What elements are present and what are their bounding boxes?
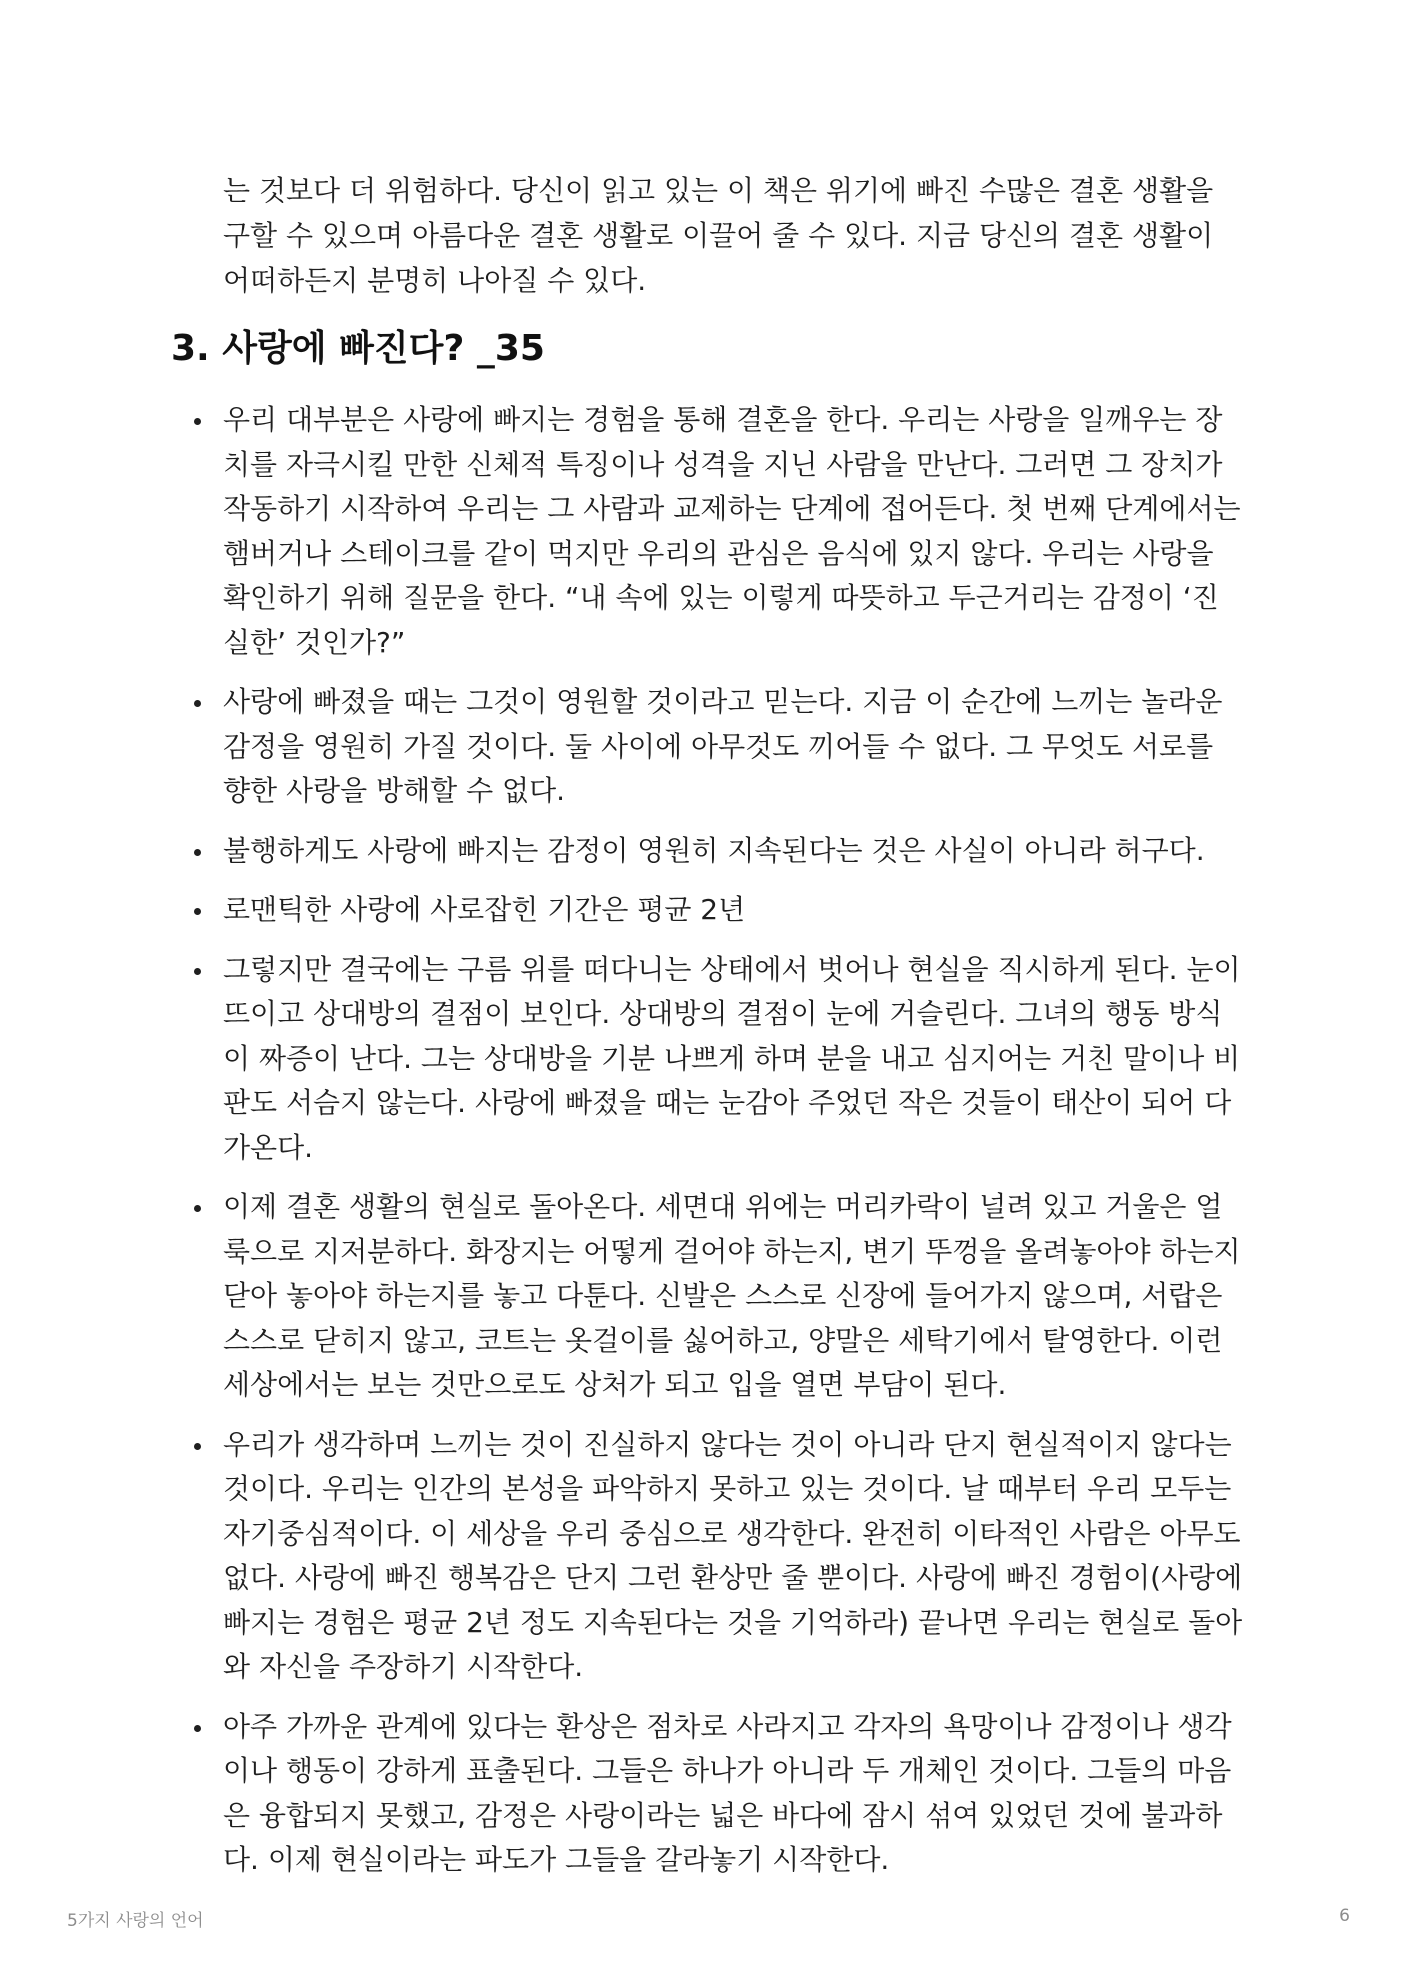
footer-book-title: 5가지 사랑의 언어 bbox=[67, 1911, 204, 1931]
bullet-item-4: 로맨틱한 사랑에 사로잡힌 기간은 평균 2년 bbox=[223, 888, 1243, 933]
bullet-item-6: 이제 결혼 생활의 현실로 돌아온다. 세면대 위에는 머리카락이 널려 있고 거울은 얼룩으로 지저분하다. 화장지는 어떻게 걸어야 하는지, 변기 뚜껑을 올려놓아야 하는지 닫아 놓아야 하는지를 놓고 다툰다. 신발은 스스로 신장에 들어가지 않으며, 서랍은 스스로 닫히지 않고, 코트는 옷걸이를 싫어하고, 양말은 세탁기에서 탈영한다. 이런 세상에서는 보는 것만으로도 상처가 되고 입을 열면 부담이 된다. bbox=[223, 1185, 1243, 1408]
bullet-item-5: 그렇지만 결국에는 구름 위를 떠다니는 상태에서 벗어나 현실을 직시하게 된다. 눈이 뜨이고 상대방의 결점이 보인다. 상대방의 결점이 눈에 거슬린다. 그녀의 행동 방식이 짜증이 난다. 그는 상대방을 기분 나쁘게 하며 분을 내고 심지어는 거친 말이나 비판도 서슴지 않는다. 사랑에 빠졌을 때는 눈감아 주었던 작은 것들이 태산이 되어 다가온다. bbox=[223, 948, 1243, 1171]
bullet-item-7: 우리가 생각하며 느끼는 것이 진실하지 않다는 것이 아니라 단지 현실적이지 않다는 것이다. 우리는 인간의 본성을 파악하지 못하고 있는 것이다. 날 때부터 우리 모두는 자기중심적이다. 이 세상을 우리 중심으로 생각한다. 완전히 이타적인 사람은 아무도 없다. 사랑에 빠진 행복감은 단지 그런 환상만 줄 뿐이다. 사랑에 빠진 경험이(사랑에 빠지는 경험은 평균 2년 정도 지속된다는 것을 기억하라) 끝나면 우리는 현실로 돌아와 자신을 주장하기 시작한다. bbox=[223, 1423, 1243, 1690]
intro-paragraph: 는 것보다 더 위험하다. 당신이 읽고 있는 이 책은 위기에 빠진 수많은 결혼 생활을 구할 수 있으며 아름다운 결혼 생활로 이끌어 줄 수 있다. 지금 당신의 결혼 생활이 어떠하든지 분명히 나아질 수 있다. bbox=[223, 174, 1214, 297]
bullet-list bbox=[223, 398, 1243, 1898]
bullet-item-2: 사랑에 빠졌을 때는 그것이 영원할 것이라고 믿는다. 지금 이 순간에 느끼는 놀라운 감정을 영원히 가질 것이다. 둘 사이에 아무것도 끼어들 수 없다. 그 무엇도 서로를 향한 사랑을 방해할 수 없다. bbox=[223, 680, 1243, 814]
bullet-item-8: 아주 가까운 관계에 있다는 환상은 점차로 사라지고 각자의 욕망이나 감정이나 생각이나 행동이 강하게 표출된다. 그들은 하나가 아니라 두 개체인 것이다. 그들의 마음은 융합되지 못했고, 감정은 사랑이라는 넓은 바다에 잠시 섞여 있었던 것에 불과하다. 이제 현실이라는 파도가 그들을 갈라놓기 시작한다. bbox=[223, 1705, 1243, 1883]
bullet-item-1: 우리 대부분은 사랑에 빠지는 경험을 통해 결혼을 한다. 우리는 사랑을 일깨우는 장치를 자극시킬 만한 신체적 특징이나 성격을 지닌 사람을 만난다. 그러면 그 장치가 작동하기 시작하여 우리는 그 사람과 교제하는 단계에 접어든다. 첫 번째 단계에서는 햄버거나 스테이크를 같이 먹지만 우리의 관심은 음식에 있지 않다. 우리는 사랑을 확인하기 위해 질문을 한다. “내 속에 있는 이렇게 따뜻하고 두근거리는 감정이 ‘진실한’ 것인가?” bbox=[223, 398, 1243, 665]
footer-page-number: 6 bbox=[1339, 1906, 1350, 1926]
bullet-item-3: 불행하게도 사랑에 빠지는 감정이 영원히 지속된다는 것은 사실이 아니라 허구다. bbox=[223, 829, 1243, 874]
section-heading: 3. 사랑에 빠진다? _35 bbox=[171, 328, 545, 369]
